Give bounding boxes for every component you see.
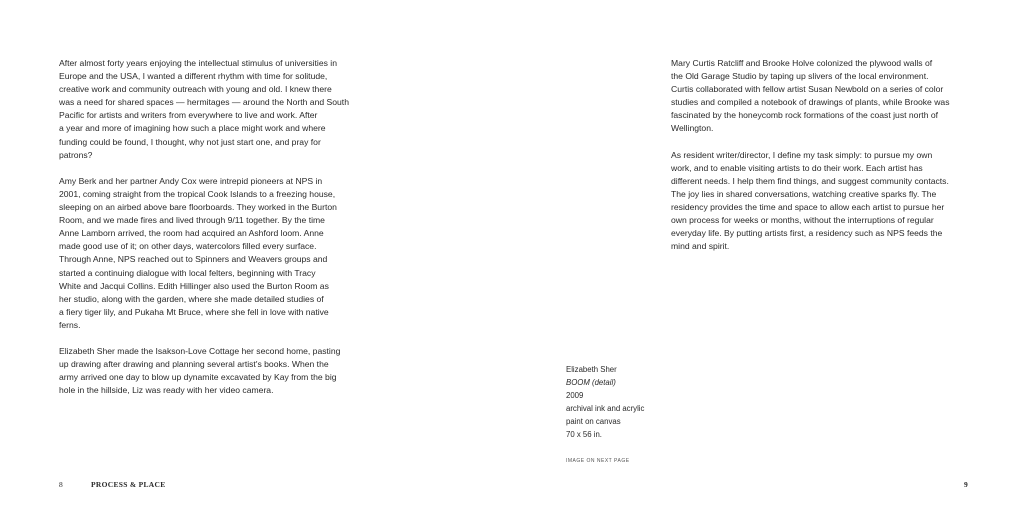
- caption-artist: Elizabeth Sher: [566, 365, 617, 374]
- caption-title: BOOM (detail): [566, 378, 616, 388]
- caption-medium: archival ink and acrylic: [566, 404, 645, 414]
- paragraph: Mary Curtis Ratcliff and Brooke Holve colonized the plywood walls of the Old Garage Studio by taping up slivers of the local environment. Curtis collaborated with fellow artist Susan Newbold on a series of color studies and compiled a notebook of drawings of plants, while Brooke was fascinated by the honeycomb rock formations of the coast just north of Wellington.: [671, 58, 950, 134]
- page-number-left: 8: [59, 480, 63, 489]
- right-text-column: [671, 57, 976, 267]
- paragraph: Elizabeth Sher made the Isakson-Love Cottage her second home, pasting up drawing after drawing and planning several artist's books. When the army arrived one day to blow up dynamite excavated by Kay from the big hole in the hillside, Liz was ready with her video camera.: [59, 346, 341, 396]
- running-head: PROCESS & PLACE: [91, 480, 166, 489]
- page-number-right: 9: [964, 480, 968, 489]
- paragraph: Amy Berk and her partner Andy Cox were intrepid pioneers at NPS in 2001, coming straight from the tropical Cook Islands to a freezing house, sleeping on an airbed above bare floorboards. They worked in the Burton Room, and we made fires and lived through 9/11 together. By the time Anne Lamborn arrived, the room had acquired an Ashford loom. Anne made good use of it; on other days, watercolors filled every surface. Through Anne, NPS reached out to Spinners and Weavers groups and started a continuing dialogue with local felters, beginning with Tracy White and Jacqui Collins. Edith Hillinger also used the Burton Room as her studio, along with the garden, where she made detailed studies of a fiery tiger lily, and Pukaha Mt Bruce, where she fell in love with native ferns.: [59, 175, 337, 330]
- paragraph: After almost forty years enjoying the intellectual stimulus of universities in Europe and the USA, I wanted a different rhythm with time for solitude, creative work and community outreach with young and old. I knew there was a need for shared spaces — hermitages — around the North and South Pacific for artists and writers from everywhere to live and work. After a year and more of imagining how such a place might work and where funding could be found, I thought, why not just start one, and pray for patrons?: [59, 58, 349, 160]
- image-next-page-note: IMAGE ON NEXT PAGE: [566, 458, 630, 464]
- paragraph: As resident writer/director, I define my task simply: to pursue my own work, and to enable visiting artists to do their work. Each artist has different needs. I help them find things, and suggest community contacts. The joy lies in shared conversations, watching creative sparks fly. The residency provides the time and space to allow each artist to pursue her own process for weeks or months, without the interruptions of regular everyday life. By putting artists first, a residency such as NPS feeds the mind and spirit.: [671, 149, 949, 252]
- left-text-column: [59, 57, 364, 411]
- caption-year: 2009: [566, 391, 584, 401]
- artwork-caption: [566, 363, 676, 442]
- caption-medium: paint on canvas: [566, 417, 621, 427]
- caption-dimensions: 70 x 56 in.: [566, 430, 602, 440]
